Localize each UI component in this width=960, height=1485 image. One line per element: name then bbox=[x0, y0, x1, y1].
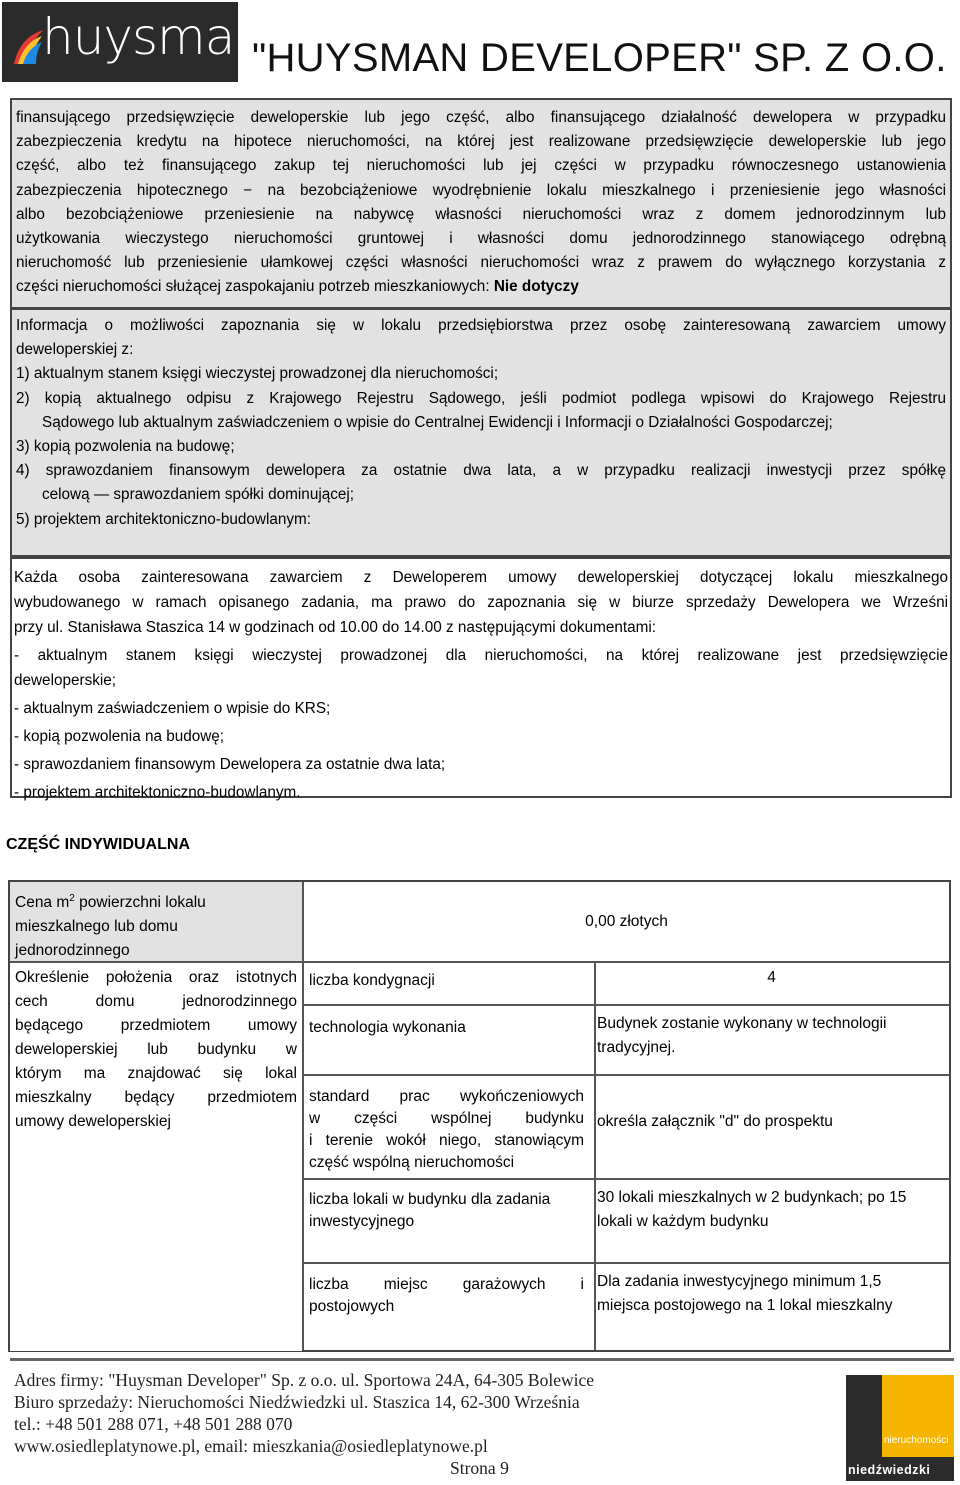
logo-swoosh-icon bbox=[12, 26, 46, 66]
sales-office-info-box bbox=[10, 557, 952, 801]
row-value bbox=[597, 1186, 947, 1234]
value-line: miejsca postojowego na 1 lokal mieszkalny bbox=[597, 1297, 893, 1314]
list-item-cont: Sądowego lub aktualnym zaświadczeniem o wpisie do Centralnej Ewidencji i Informacji o Działalności Gospodarczej; bbox=[42, 413, 833, 431]
item-text: aktualnym stanem księgi wieczystej prowadzonej dla nieruchomości; bbox=[33, 365, 499, 383]
box1-line: zabezpieczenia hipotecznego − na bezobciążeniowe wyodrębnienie lokalu mieszkalnego i przeniesienie jego własności bbox=[16, 181, 946, 199]
doc-item: - sprawozdaniem finansowym Dewelopera za ostatnie dwa lata; bbox=[14, 756, 446, 773]
box1-line: część, albo też finansującego zakup tej nieruchomości lub jej części w przypadku równoczesnego ustanowienia bbox=[16, 157, 946, 175]
item-text: projektem architektoniczno-budowlanym: bbox=[33, 510, 312, 528]
row-label bbox=[309, 1086, 584, 1174]
value-line: Budynek zostanie wykonany w technologii bbox=[597, 1015, 887, 1032]
box1-last-text: części nieruchomości służącej zaspokajaniu potrzeb mieszkaniowych: bbox=[16, 278, 490, 296]
item-number: 4) bbox=[16, 462, 30, 480]
value-line: Dla zadania inwestycyjnego minimum 1,5 bbox=[597, 1273, 882, 1290]
label-line: mieszkalny będący przedmiotem bbox=[15, 1089, 297, 1106]
price-label-text: powierzchni lokalu bbox=[74, 894, 206, 912]
footer-sales-office: Biuro sprzedaży: Nieruchomości Niedźwiedzki ul. Staszica 14, 62-300 Września bbox=[14, 1392, 580, 1412]
box1-line: finansującego przedsięwzięcie deweloperskie lub jego część, albo finansującego działalność dewelopera w przypadku bbox=[16, 109, 946, 126]
box1-last-line bbox=[16, 275, 946, 299]
label-line: liczba lokali w budynku dla zadania bbox=[309, 1191, 551, 1208]
value-line: tradycyjnej. bbox=[597, 1039, 676, 1056]
label-line: w części wspólnej budynku bbox=[309, 1110, 584, 1127]
logo-text: huysman bbox=[42, 8, 266, 66]
footer-web-email: www.osiedleplatynowe.pl, email: mieszkania@osiedleplatynowe.pl bbox=[14, 1436, 488, 1456]
item-number: 1) bbox=[16, 365, 30, 383]
price-value: 0,00 złotych bbox=[585, 913, 668, 930]
doc-item: - aktualnym zaświadczeniem o wpisie do KRS; bbox=[14, 700, 331, 717]
label-line: standard prac wykończeniowych bbox=[309, 1088, 584, 1105]
row-label bbox=[309, 1274, 584, 1318]
niedzwiedzki-logo bbox=[846, 1375, 954, 1481]
box1-line: albo bezobciążeniowe przeniesienie na nabywcę własności nieruchomości wraz z domem jednorodzinnym lub bbox=[16, 205, 946, 223]
logo-big-text: niedźwiedzki bbox=[848, 1463, 931, 1477]
superscript: 2 bbox=[69, 893, 75, 904]
value-line: 30 lokali mieszkalnych w 2 budynkach; po 15 bbox=[597, 1189, 907, 1206]
box3-line: Każda osoba zainteresowana zawarciem z Deweloperem umowy deweloperskiej dotyczącej lokalu mieszkalnego bbox=[14, 569, 948, 586]
doc-item: - kopią pozwolenia na budowę; bbox=[14, 728, 225, 745]
list-item bbox=[16, 459, 946, 483]
section-title: CZĘŚĆ INDYWIDUALNA bbox=[6, 836, 190, 853]
row-label: liczba kondygnacji bbox=[309, 972, 435, 989]
row-value: 4 bbox=[767, 969, 776, 986]
box3-line: przy ul. Stanisława Staszica 14 w godzinach od 10.00 do 14.00 z następującymi dokumentami: bbox=[14, 619, 656, 636]
list-item bbox=[16, 435, 946, 459]
row-value bbox=[597, 1270, 947, 1318]
price-label bbox=[15, 887, 297, 963]
individual-part-table bbox=[8, 880, 951, 1352]
label-line: którym ma znajdować się lokal bbox=[15, 1065, 297, 1082]
doc-item: deweloperskie; bbox=[14, 672, 117, 689]
row-label: technologia wykonania bbox=[309, 1019, 466, 1036]
item-text: kopią aktualnego odpisu z Krajowego Rejestru Sądowego, jeśli podmiot podlega wpisowi do Krajowego Rejestru bbox=[44, 389, 947, 407]
label-line: postojowych bbox=[309, 1298, 395, 1315]
label-line: inwestycyjnego bbox=[309, 1213, 415, 1230]
item-number: 2) bbox=[16, 389, 30, 407]
label-line: umowy deweloperskiej bbox=[15, 1113, 171, 1130]
list-item bbox=[16, 362, 946, 386]
not-applicable-label: Nie dotyczy bbox=[489, 278, 579, 296]
doc-item: - aktualnym stanem księgi wieczystej prowadzonej dla nieruchomości, na której realizowane jest przedsięwzięcie bbox=[14, 647, 948, 664]
building-features-label bbox=[15, 966, 297, 1134]
price-label-text: Cena m bbox=[15, 894, 70, 912]
logo-small-text: nieruchomości bbox=[884, 1435, 949, 1446]
value-line: lokali w każdym budynku bbox=[597, 1213, 769, 1230]
price-label-text: jednorodzinnego bbox=[15, 942, 130, 960]
box1-line: zabezpieczenia kredytu na hipotece nieruchomości, na której jest realizowane przedsięwzięcie deweloperskie lub jego bbox=[16, 133, 946, 151]
row-value: określa załącznik "d" do prospektu bbox=[597, 1113, 833, 1130]
row-value bbox=[597, 1012, 947, 1060]
list-item-cont: celową — sprawozdaniem spółki dominującej; bbox=[42, 486, 355, 504]
box2-intro: Informacja o możliwości zapoznania się w lokalu przedsiębiorstwa przez osobę zainteresowaną zawarciem umowy bbox=[16, 317, 946, 334]
box1-line: nieruchomość lub przeniesienie ułamkowej części własności nieruchomości wraz z prawem do wyłącznego korzystania z bbox=[16, 254, 946, 272]
label-line: deweloperskiej lub budynku w bbox=[15, 1041, 297, 1058]
company-title: "HUYSMAN DEVELOPER" SP. Z O.O. bbox=[252, 36, 947, 80]
item-text: sprawozdaniem finansowym dewelopera za ostatnie dwa lata, a w przypadku realizacji inwestycji przez spółkę bbox=[45, 462, 947, 480]
footer-phone: tel.: +48 501 288 071, +48 501 288 070 bbox=[14, 1414, 293, 1434]
footer-divider bbox=[10, 1358, 954, 1361]
row-label bbox=[309, 1189, 589, 1233]
label-line: Określenie położenia oraz istotnych bbox=[15, 969, 297, 986]
item-number: 5) bbox=[16, 510, 30, 528]
footer-address: Adres firmy: "Huysman Developer" Sp. z o.o. ul. Sportowa 24A, 64-305 Bolewice bbox=[14, 1370, 595, 1390]
label-line: część wspólną nieruchomości bbox=[309, 1154, 515, 1171]
huysman-logo bbox=[2, 2, 266, 82]
financing-info-box bbox=[10, 98, 952, 309]
list-item bbox=[16, 508, 946, 532]
documents-info-box bbox=[10, 309, 952, 557]
list-item bbox=[16, 387, 946, 411]
doc-item: - projektem architektoniczno-budowlanym. bbox=[14, 784, 301, 801]
box3-line: wybudowanego w ramach opisanego zadania, ma prawo do zapoznania się w biurze sprzedaży Dewelopera we Wrześni bbox=[14, 594, 948, 611]
box2-intro: deweloperskiej z: bbox=[16, 341, 134, 359]
box1-line: użytkowania wieczystego nieruchomości gruntowej i własności domu jednorodzinnego stanowiącego odrębną bbox=[16, 230, 946, 248]
page-number: Strona 9 bbox=[450, 1458, 509, 1478]
price-label-text: mieszkalnego lub domu bbox=[15, 918, 178, 936]
label-line: cech domu jednorodzinnego bbox=[15, 993, 297, 1010]
item-number: 3) bbox=[16, 438, 30, 456]
label-line: będącego przedmiotem umowy bbox=[15, 1017, 297, 1034]
item-text: kopią pozwolenia na budowę; bbox=[33, 438, 235, 456]
label-line: i terenie wokół niego, stanowiącym bbox=[309, 1132, 584, 1149]
label-line: liczba miejsc garażowych i bbox=[309, 1276, 584, 1293]
